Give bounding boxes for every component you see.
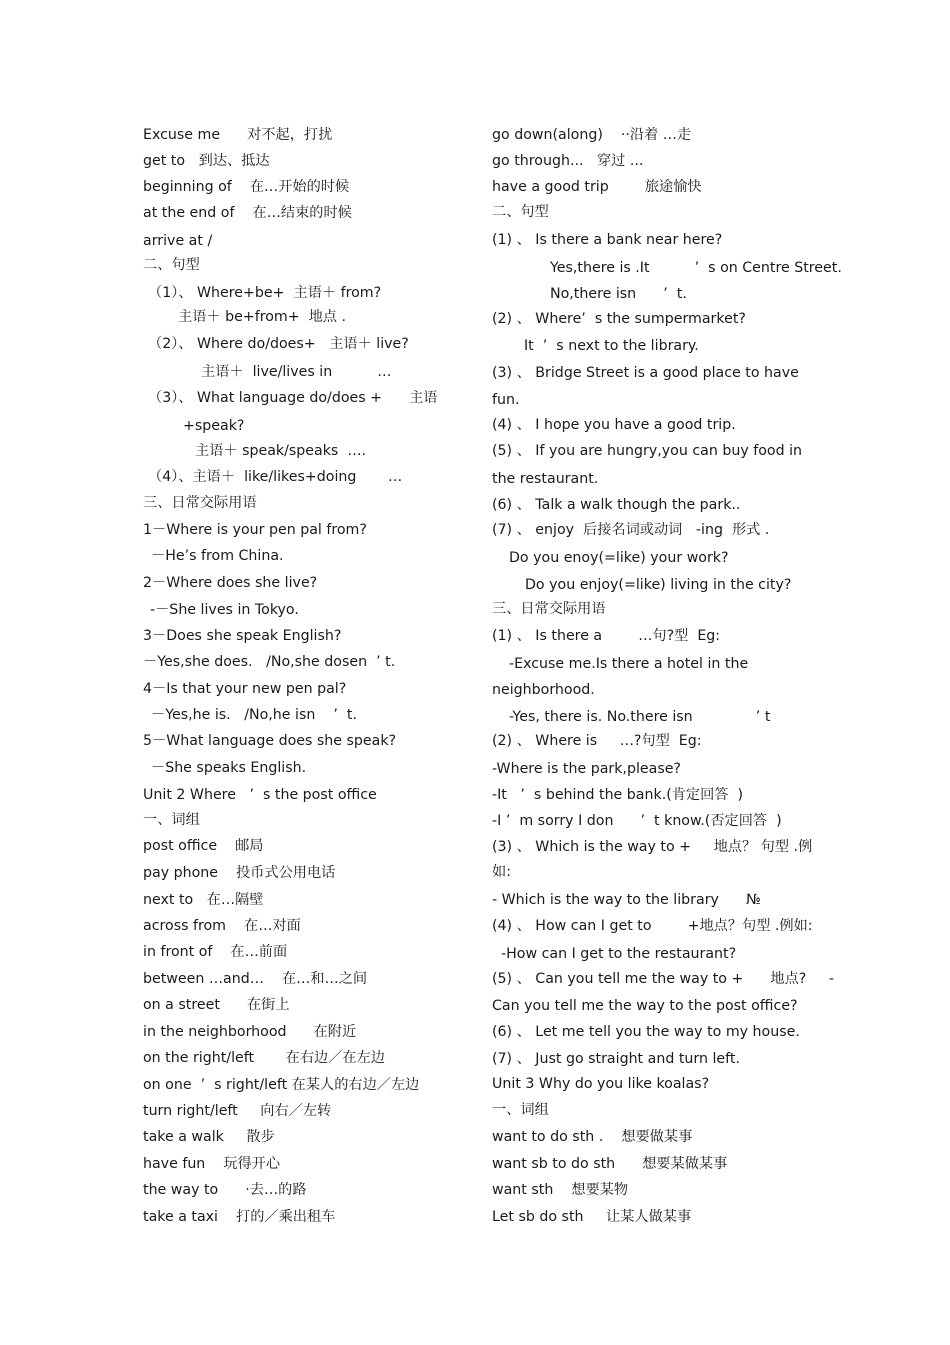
right-line: (5) 、 Can you tell me the way to + 地点? - (492, 971, 834, 987)
left-line: 1－Where is your pen pal from? (143, 522, 367, 538)
left-line: （4）、主语＋ like/likes+doing … (148, 469, 403, 485)
right-line: neighborhood. (492, 682, 595, 698)
left-line: （2）、 Where do/does+ 主语＋ live? (148, 336, 409, 352)
left-line: take a taxi 打的／乘出租车 (143, 1209, 336, 1225)
right-line: Yes,there is .It ’ s on Centre Street. (550, 260, 842, 276)
right-line: (5) 、 If you are hungry,you can buy food in (492, 443, 803, 459)
right-line: -It ’ s behind the bank.(肯定回答 ) (492, 787, 744, 803)
left-line: 4－Is that your new pen pal? (143, 681, 347, 697)
right-line: 一、词组 (492, 1102, 549, 1118)
right-line: Unit 3 Why do you like koalas? (492, 1076, 710, 1092)
left-line: 三、日常交际用语 (143, 495, 257, 511)
right-line: (4) 、 How can I get to +地点？句型 .例如: (492, 918, 813, 934)
right-line: want to do sth . 想要做某事 (492, 1129, 693, 1145)
left-line: turn right/left 向右／左转 (143, 1103, 332, 1119)
right-line: (7) 、 Just go straight and turn left. (492, 1051, 740, 1067)
right-line: 如: (492, 864, 511, 880)
left-line: in the neighborhood 在附近 (143, 1024, 357, 1040)
left-line: －He’s from China. (151, 548, 284, 564)
right-line: (1) 、 Is there a bank near here? (492, 232, 723, 248)
left-line: across from 在…对面 (143, 918, 301, 934)
left-line: on a street 在街上 (143, 997, 290, 1013)
left-line: +speak? (183, 418, 245, 434)
right-line: (3) 、 Bridge Street is a good place to have (492, 365, 799, 381)
right-line: -Excuse me.Is there a hotel in the (509, 656, 749, 672)
right-line: 二、句型 (492, 204, 549, 220)
right-line: (3) 、 Which is the way to + 地点？ 句型 .例 (492, 839, 813, 855)
right-line: -Where is the park,please? (492, 761, 681, 777)
left-line: on one ’ s right/left 在某人的右边／左边 (143, 1077, 420, 1093)
right-line: It ’ s next to the library. (524, 338, 699, 354)
left-line: post office 邮局 (143, 838, 264, 854)
right-line: (6) 、 Let me tell you the way to my house. (492, 1024, 800, 1040)
left-line: 一、词组 (143, 812, 200, 828)
right-line: (1) 、 Is there a …句?型 Eg: (492, 628, 721, 644)
left-line: on the right/left 在右边／在左边 (143, 1050, 385, 1066)
left-line: （1）、 Where+be+ 主语＋ from? (148, 285, 382, 301)
right-line: (2) 、 Where’ s the sumpermarket? (492, 311, 746, 327)
right-line: Do you enoy(=like) your work? (509, 550, 729, 566)
left-line: beginning of 在…开始的时候 (143, 179, 350, 195)
right-line: -Yes, there is. No.there isn ’ t (509, 709, 771, 725)
right-line: fun. (492, 392, 520, 408)
right-line: -I ’ m sorry I don ’ t know.(否定回答 ) (492, 813, 782, 829)
right-line: have a good trip 旅途愉快 (492, 179, 702, 195)
right-line: No,there isn ’ t. (550, 286, 687, 302)
left-line: －Yes,he is. /No,he isn ’ t. (151, 707, 357, 723)
left-line: －Yes,she does. /No,she dosen ’ t. (143, 654, 396, 670)
left-line: at the end of 在…结束的时候 (143, 205, 352, 221)
right-line: go through... 穿过 ... (492, 153, 644, 169)
right-line: 三、日常交际用语 (492, 601, 606, 617)
left-line: -－She lives in Tokyo. (150, 602, 299, 618)
right-line: (4) 、 I hope you have a good trip. (492, 417, 736, 433)
left-line: the way to ·去…的路 (143, 1182, 307, 1198)
left-line: 3－Does she speak English? (143, 628, 342, 644)
right-line: Do you enjoy(=like) living in the city? (525, 577, 792, 593)
left-line: arrive at / (143, 233, 213, 249)
left-line: 5－What language does she speak? (143, 733, 397, 749)
left-line: in front of 在…前面 (143, 944, 288, 960)
left-line: 主语＋ speak/speaks …. (195, 443, 367, 459)
right-line: want sb to do sth 想要某做某事 (492, 1156, 728, 1172)
right-line: (6) 、 Talk a walk though the park.. (492, 497, 741, 513)
left-line: Excuse me 对不起，打扰 (143, 127, 333, 143)
left-line: Unit 2 Where ’ s the post office (143, 787, 377, 803)
left-line: 主语＋ live/lives in … (201, 364, 392, 380)
left-line: －She speaks English. (151, 760, 307, 776)
right-line: (7) 、 enjoy 后接名词或动词 -ing 形式 . (492, 522, 770, 538)
right-line: - Which is the way to the library № (492, 892, 761, 908)
right-line: the restaurant. (492, 471, 599, 487)
left-line: between …and… 在…和…之间 (143, 971, 368, 987)
right-line: Can you tell me the way to the post office? (492, 998, 798, 1014)
left-line: take a walk 散步 (143, 1129, 275, 1145)
left-line: 二、句型 (143, 257, 200, 273)
left-line: have fun 玩得开心 (143, 1156, 281, 1172)
left-line: pay phone 投币式公用电话 (143, 865, 336, 881)
right-line: (2) 、 Where is …?句型 Eg: (492, 733, 702, 749)
left-line: 2－Where does she live? (143, 575, 318, 591)
right-line: go down(along) ··沿着 …走 (492, 127, 692, 143)
right-line: want sth 想要某物 (492, 1182, 629, 1198)
right-line: -How can I get to the restaurant? (501, 946, 737, 962)
left-line: next to 在…隔壁 (143, 892, 264, 908)
left-line: get to 到达、抵达 (143, 153, 270, 169)
right-line: Let sb do sth 让某人做某事 (492, 1209, 692, 1225)
left-line: （3）、 What language do/does + 主语 (148, 390, 438, 406)
left-line: 主语＋ be+from+ 地点 . (178, 309, 347, 325)
